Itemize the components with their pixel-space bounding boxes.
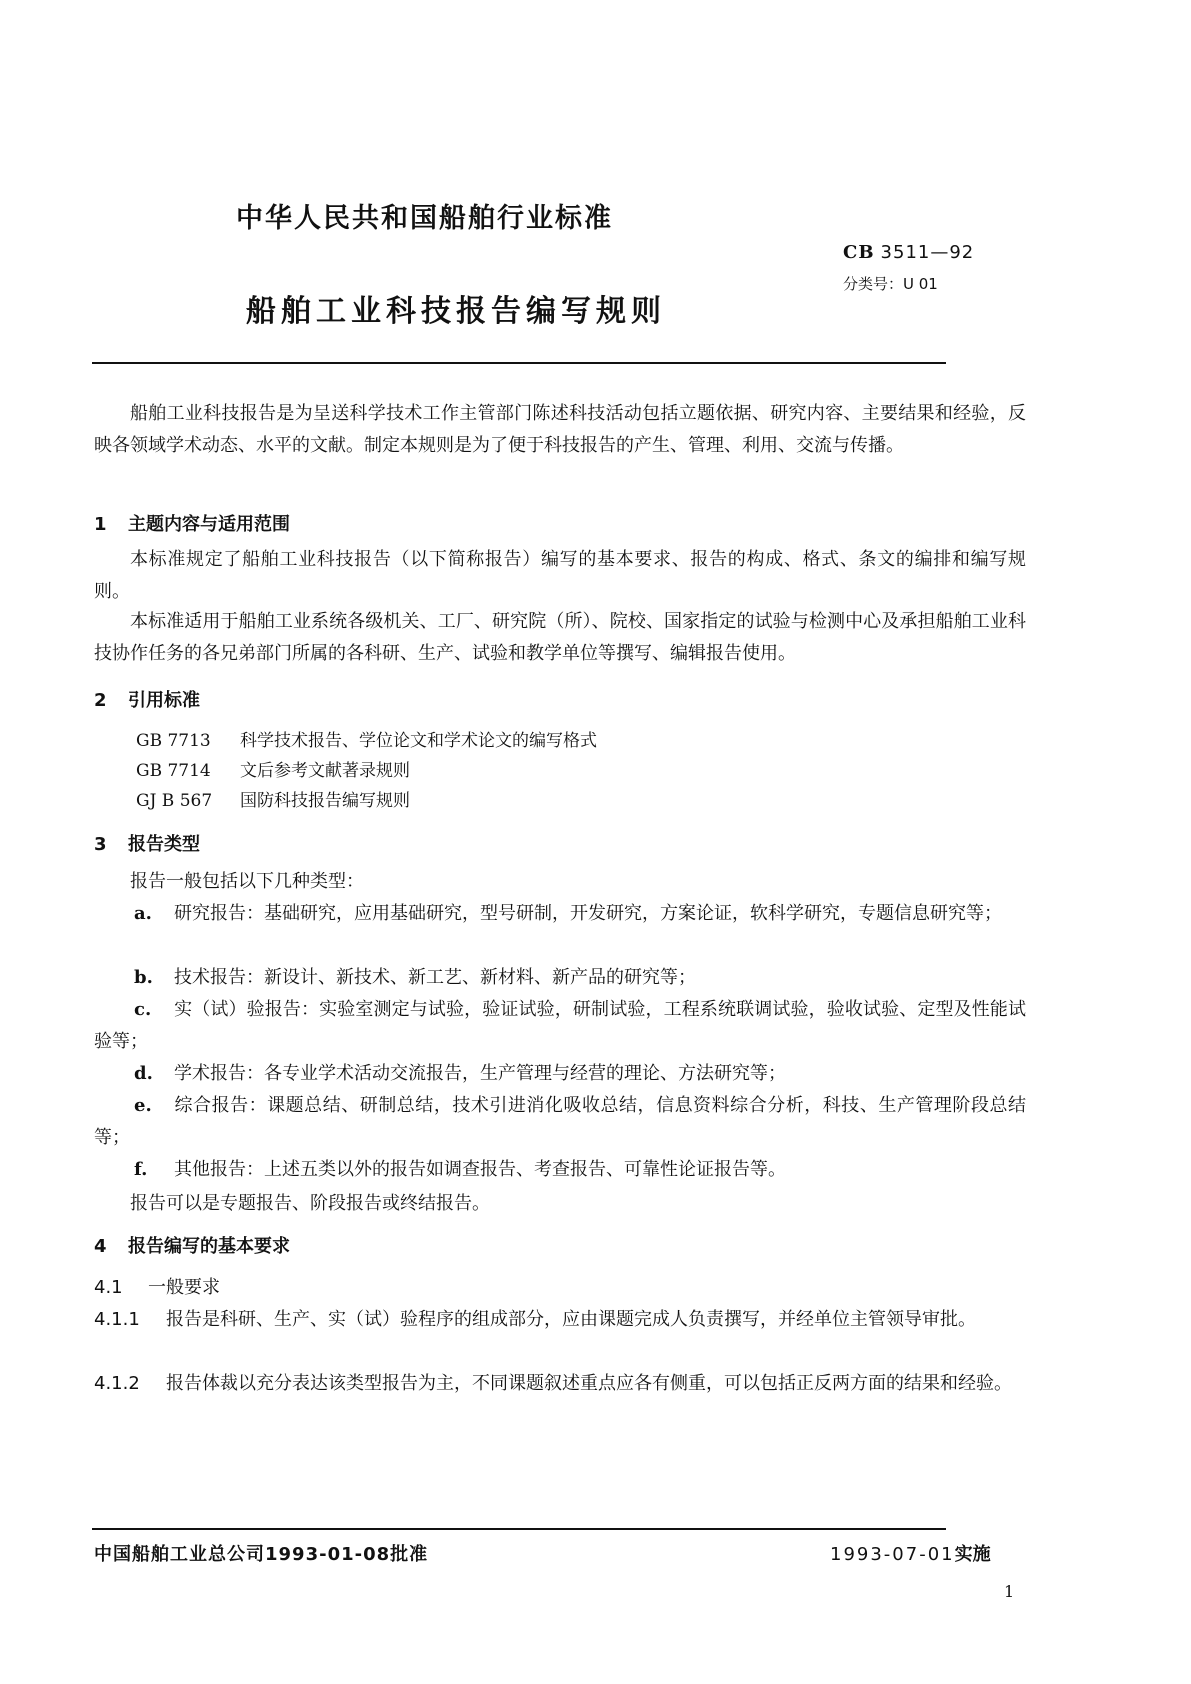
section-title: 主题内容与适用范围 (128, 514, 290, 535)
section-3-tail: 报告可以是专题报告、阶段报告或终结报告。 (130, 1193, 490, 1214)
item-letter: c. (134, 999, 152, 1020)
reference-code: GJ B 567 (136, 791, 213, 811)
section-3-lead: 报告一般包括以下几种类型： (130, 871, 364, 892)
item-text: 综合报告：课题总结、研制总结，技术引进消化吸收总结，信息资料综合分析，科技、生产管理阶段总结等； (94, 1095, 1026, 1148)
section-number: 4 (94, 1236, 107, 1257)
implementation-label: 实施 (954, 1544, 991, 1565)
standard-org-title: 中华人民共和国船舶行业标准 (236, 203, 613, 234)
page-number: 1 (1004, 1582, 1015, 1601)
reference-item (136, 756, 410, 781)
standard-prefix: CB (843, 242, 875, 263)
report-type-item (94, 1058, 1026, 1090)
reference-code: GB 7714 (136, 761, 211, 781)
item-letter: e. (134, 1095, 152, 1116)
section-1-paragraph-1: 本标准规定了船舶工业科技报告（以下简称报告）编写的基本要求、报告的构成、格式、条文的编排和编写规则。 (94, 549, 1026, 602)
clause-number: 4.1 (94, 1277, 123, 1298)
reference-title: 科学技术报告、学位论文和学术论文的编写格式 (240, 731, 597, 751)
standard-code (843, 242, 974, 263)
item-text: 技术报告：新设计、新技术、新工艺、新材料、新产品的研究等； (174, 967, 696, 988)
section-1-paragraph-2: 本标准适用于船舶工业系统各级机关、工厂、研究院（所）、院校、国家指定的试验与检测中心及承担船舶工业科技协作任务的各兄弟部门所属的各科研、生产、试验和教学单位等撰写、编辑报告使用。 (94, 611, 1026, 664)
footer-divider (92, 1528, 946, 1530)
section-number: 3 (94, 834, 107, 855)
report-type-item (94, 962, 1026, 994)
header-divider (92, 362, 946, 364)
clause-text: 报告是科研、生产、实（试）验程序的组成部分，应由课题完成人负责撰写，并经单位主管领导审批。 (166, 1309, 976, 1330)
clause-text: 报告体裁以充分表达该类型报告为主，不同课题叙述重点应各有侧重，可以包括正反两方面的结果和经验。 (166, 1373, 1012, 1394)
item-letter: f. (134, 1159, 148, 1180)
approval-line: 中国船舶工业总公司1993-01-08批准 (94, 1544, 429, 1565)
section-number: 1 (94, 514, 107, 535)
section-title: 报告类型 (128, 834, 200, 855)
clause-title: 一般要求 (148, 1277, 220, 1298)
clause-4-1-2 (94, 1368, 1026, 1400)
intro-paragraph: 船舶工业科技报告是为呈送科学技术工作主管部门陈述科技活动包括立题依据、研究内容、主要结果和经验，反映各领域学术动态、水平的文献。制定本规则是为了便于科技报告的产生、管理、利用、交流与传播。 (94, 403, 1026, 456)
report-type-item (94, 1090, 1026, 1154)
clause-4-1 (94, 1272, 1026, 1304)
implementation-line (830, 1540, 991, 1566)
reference-item (136, 726, 597, 751)
report-type-item (94, 898, 1026, 930)
item-letter: d. (134, 1063, 153, 1084)
implementation-date: 1993-07-01 (830, 1544, 955, 1565)
section-title: 报告编写的基本要求 (128, 1236, 290, 1257)
report-type-item (94, 1154, 1026, 1186)
reference-item (136, 786, 410, 811)
reference-title: 文后参考文献著录规则 (240, 761, 410, 781)
clause-4-1-1 (94, 1304, 1026, 1336)
section-4-heading (94, 1232, 290, 1258)
report-type-item (94, 994, 1026, 1058)
document-title: 船舶工业科技报告编写规则 (246, 294, 666, 329)
section-title: 引用标准 (128, 690, 200, 711)
reference-title: 国防科技报告编写规则 (240, 791, 410, 811)
clause-number: 4.1.1 (94, 1309, 140, 1330)
section-3-heading (94, 830, 200, 856)
section-number: 2 (94, 690, 107, 711)
standard-number: 3511—92 (880, 242, 975, 263)
item-text: 其他报告：上述五类以外的报告如调查报告、考查报告、可靠性论证报告等。 (174, 1159, 786, 1180)
item-text: 实（试）验报告：实验室测定与试验，验证试验，研制试验，工程系统联调试验，验收试验、定型及性能试验等； (94, 999, 1026, 1052)
section-2-heading (94, 686, 200, 712)
section-1-heading (94, 510, 290, 536)
classification-number: 分类号：U 01 (843, 275, 938, 293)
item-text: 研究报告：基础研究，应用基础研究，型号研制，开发研究，方案论证，软科学研究，专题信息研究等； (174, 903, 1002, 924)
clause-number: 4.1.2 (94, 1373, 140, 1394)
reference-code: GB 7713 (136, 731, 211, 751)
item-text: 学术报告：各专业学术活动交流报告，生产管理与经营的理论、方法研究等； (174, 1063, 786, 1084)
item-letter: a. (134, 903, 152, 924)
item-letter: b. (134, 967, 153, 988)
